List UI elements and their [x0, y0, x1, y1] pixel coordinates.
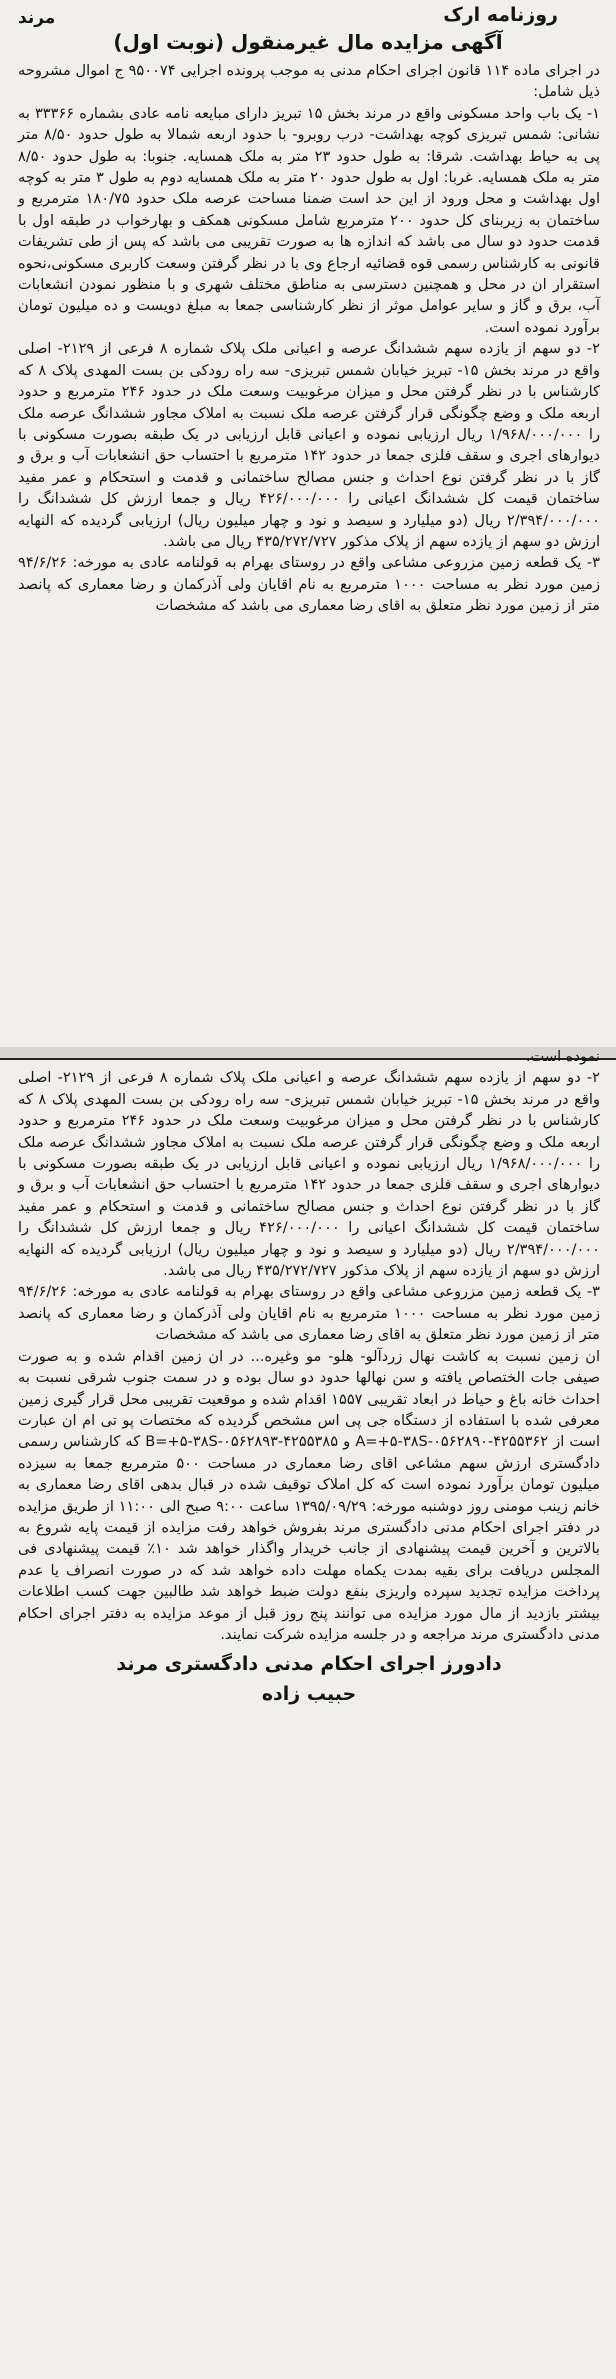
item-1-paragraph: ۱- یک باب واحد مسکونی واقع در مرند بخش ۱۵ تبریز دارای مبایعه نامه عادی بشماره ۳۳۳۶۶ به نشانی: شمس تبریزی کوچه بهداشت- درب روبرو- با حدود اربعه شمالا به طول حدود ۸/۵۰ متر پی به حیاط بهداشت. شرقا: به طول حدود ۲۳ متر به ملک همسایه. جنوبا: به طول حدود ۸/۵۰ متر به ملک همسایه. غربا: اول به طول حدود ۲۰ متر به ملک همسایه دوم به طول ۳ متر به کوچه اول بهداشت و محل ورود از این حد است ضمنا مساحت عرصه ملک حدود ۱۸۰/۷۵ مترمربع و ساختمان به زیربنای کل حدود ۲۰۰ مترمربع شامل مسکونی همکف و بهارخواب در طبقه اول با قدمت حدود دو سال می باشد که اندازه ها به صورت تقریبی می باشد که پس از طی تشریفات قانونی به کارشناس رسمی قوه قضائیه ارجاع وی با در نظر گرفتن وسعت کاربری مسکونی،نحوه استقرار ان در محل و همچنین دسترسی به مناطق مختلف شهری و با منظور نمودن انشعابات آب، برق و گاز و سایر عوامل موثر از نظر کارشناسی جمعا به مبلغ دویست و ده میلیون تومان برآورد نموده است.	[18, 104, 601, 336]
item-2-paragraph-repeat: ۲- دو سهم از یازده سهم ششدانگ عرصه و اعیانی ملک پلاک شماره ۸ فرعی از ۲۱۲۹- اصلی واقع در مرند بخش ۱۵- تبریز خیابان شمس تبریزی- سه راه رودکی بن بست المهدی پلاک ۸ که کارشناس با در نظر گرفتن محل و میزان مرغوبیت وسعت ملک در حدود ۲۴۶ مترمربع و حدود اربعه ملک و وضع چگونگی قرار گرفتن عرصه ملک نسبت به املاک مجاور ششدانگ عرصه ملک را ۱/۹۶۸/۰۰۰/۰۰۰ ریال ارزیابی نموده و اعیانی قابل ارزیابی در یک طبقه بصورت مسکونی با دیوارهای اجری و سقف فلزی جمعا در حدود ۱۴۲ مترمربع با احتساب حق انشعابات آب و برق و گاز با در نظر گرفتن نوع احداث و جنس مصالح ساختمانی و قدمت و استحکام و عمر مفید ساختمان قیمت کل ششدانگ اعیانی را ۴۲۶/۰۰۰/۰۰۰ ریال و جمعا ارزش کل ششدانگ را ۲/۳۹۴/۰۰۰/۰۰۰ ریال (دو میلیارد و سیصد و نود و چهار میلیون ریال) ارزیابی گردیده که النهایه ارزش دو سهم از یازده سهم از پلاک مذکور ۴۳۵/۲۷۲/۷۲۷ ریال می باشد.	[18, 1069, 600, 1280]
notice-body	[0, 60, 616, 617]
notice-header	[0, 0, 616, 60]
clipping-bottom	[0, 1048, 616, 2379]
intro-paragraph: در اجرای ماده ۱۱۴ قانون اجرای احکام مدنی به موجب پرونده اجرایی ۹۵۰۰۷۴ ج اموال مشروحه ذیل شامل:	[18, 62, 600, 101]
item-3-paragraph-start: ۳- یک قطعه زمین مزروعی مشاعی واقع در روستای بهرام به قولنامه عادی به مورخه: ۹۴/۶/۲۶ زمین مورد نظر به مساحت ۱۰۰۰ مترمربع به نام اقایان ولی آذرکمان و رضا معماری که پانصد متر از زمین مورد نظر متعلق به اقای رضا معماری می باشد که مشخصات	[18, 554, 600, 615]
item-3-paragraph-continued: ان زمین نسبت به کاشت نهال زردآلو- هلو- مو وغیره... در ان زمین اقدام شده و به صورت صیفی جات الختصاص یافته و سن نهالها حدود دو سال بوده و در سمت جنوب شرقی نسبت به احداث خانه باغ و حیاط در ابعاد تقریبی ۱۵۵۷ اقدام شده و موقعیت تقریبی محل قرار گیری زمین معرفی شده با استفاده از دستگاه جی پی اس مشخص گردیده که مختصات پو تی ام ان عبارت است از A=+۵-۳۸S-۰۵۶۲۸۹۰-۴۲۵۵۳۶۲ و B=+۵-۳۸S-۰۵۶۲۸۹۳-۴۲۵۵۳۸۵ که کارشناس رسمی دادگستری ارزش سهم مشاعی اقای رضا معماری در مساحت ۵۰۰ مترمربع جمعا به سیزده میلیون تومان برآورد نموده است که کل املاک توقیف شده در قبال بدهی اقای رضا معماری به خانم زینب مومنی روز دوشنبه مورخه: ۱۳۹۵/۰۹/۲۹ ساعت ۹:۰۰ صبح الی ۱۱:۰۰ از طریق مزایده در دفتر اجرای احکام مدنی دادگستری مرند بفروش خواهد رفت مزایده از قیمت پایه شروع به بالاترین و آخرین قیمت پیشنهادی از جانب خریدار واگذار خواهد شد ۱۰٪ قیمت پیشنهادی فی المجلس دریافت برای بقیه بمدت یکماه مهلت داده خواهد شد که در صورت انصراف یا عدم پرداخت مزایده تجدید سپرده واریزی بنفع دولت ضبط خواهد شد طالبین جهت کسب اطلاعات بیشتر بازدید از مال مورد مزایده می توانند پنج روز قبل از موعد مزایده به دفتر اجرای احکام مدنی دادگستری مرند مراجعه و در جلسه مزایده شرکت نمایند.	[18, 1347, 601, 1643]
signature-title: دادورز اجرای احکام مدنی دادگستری مرند	[116, 1653, 502, 1676]
notice-body-continued	[0, 1046, 616, 1709]
newspaper-name: روزنامه ارک	[443, 4, 558, 26]
city-name: مرند	[18, 8, 56, 28]
clipping-top	[0, 0, 616, 1047]
item-3-paragraph-repeat: ۳- یک قطعه زمین مزروعی مشاعی واقع در روستای بهرام به قولنامه عادی به مورخه: ۹۴/۶/۲۶ زمین مورد نظر به مساحت ۱۰۰۰ مترمربع به نام اقایان ولی آذرکمان و رضا معماری که پانصد متر از زمین مورد نظر متعلق به اقای رضا معماری می باشد که مشخصات	[18, 1283, 600, 1344]
signature-block	[18, 1649, 600, 1709]
item-2-paragraph: ۲- دو سهم از یازده سهم ششدانگ عرصه و اعیانی ملک پلاک شماره ۸ فرعی از ۲۱۲۹- اصلی واقع در مرند بخش ۱۵- تبریز خیابان شمس تبریزی- سه راه رودکی بن بست المهدی پلاک ۸ که کارشناس با در نظر گرفتن محل و میزان مرغوبیت وسعت ملک در حدود ۲۴۶ مترمربع و حدود اربعه ملک و وضع چگونگی قرار گرفتن عرصه ملک نسبت به املاک مجاور ششدانگ عرصه ملک را ۱/۹۶۸/۰۰۰/۰۰۰ ریال ارزیابی نموده و اعیانی قابل ارزیابی در یک طبقه بصورت مسکونی با دیوارهای اجری و سقف فلزی جمعا در حدود ۱۴۲ مترمربع با احتساب حق انشعابات آب و برق و گاز با در نظر گرفتن نوع احداث و جنس مصالح ساختمانی و قدمت و استحکام و عمر مفید ساختمان قیمت کل ششدانگ اعیانی را ۴۲۶/۰۰۰/۰۰۰ ریال و جمعا ارزش کل ششدانگ را ۲/۳۹۴/۰۰۰/۰۰۰ ریال (دو میلیارد و سیصد و نود و چهار میلیون ریال) ارزیابی گردیده که النهایه ارزش دو سهم از یازده سهم از پلاک مذکور ۴۳۵/۲۷۲/۷۲۷ ریال می باشد.	[18, 340, 600, 550]
item-1-tail: نموده است.	[525, 1048, 600, 1065]
signature-name: حبیب زاده	[261, 1683, 357, 1706]
notice-title: آگهی مزایده مال غیرمنقول (نوبت اول)	[113, 30, 503, 54]
